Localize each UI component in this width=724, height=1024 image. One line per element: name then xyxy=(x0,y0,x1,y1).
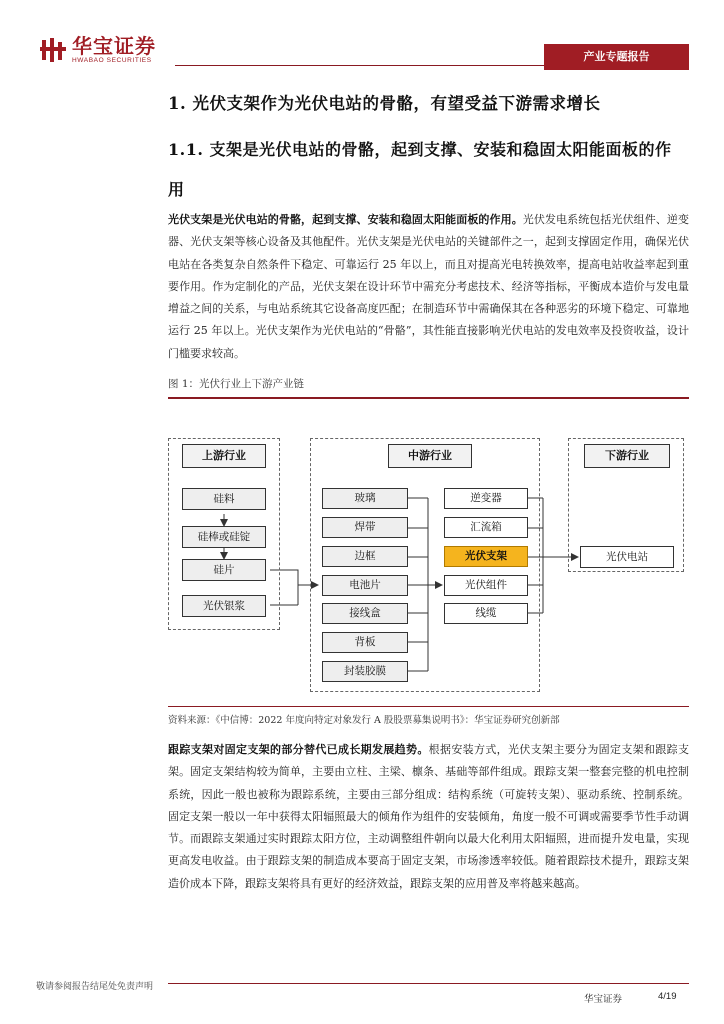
midstream-material-3: 边框 xyxy=(322,546,408,567)
page-number: 4/19 xyxy=(658,991,677,1002)
midstream-material-4: 电池片 xyxy=(322,575,408,596)
upstream-item-3: 硅片 xyxy=(182,559,266,581)
logo-icon xyxy=(40,38,70,62)
brand-name-en: HWABAO SECURITIES xyxy=(72,57,152,64)
footer-disclaimer: 敬请参阅报告结尾处免责声明 xyxy=(36,982,154,992)
midstream-product-5: 线缆 xyxy=(444,603,528,624)
report-type-badge: 产业专题报告 xyxy=(544,44,689,70)
header-divider xyxy=(175,65,547,66)
footer-brand: 华宝证券 xyxy=(584,994,623,1005)
paragraph-2-lead: 跟踪支架对固定支架的部分替代已成长期发展趋势。 xyxy=(168,743,429,756)
midstream-product-3: 光伏支架 xyxy=(444,546,528,567)
downstream-label: 下游行业 xyxy=(584,444,670,468)
figure-top-rule xyxy=(168,397,689,399)
midstream-label: 中游行业 xyxy=(388,444,472,468)
paragraph-2 xyxy=(168,739,689,895)
upstream-item-1: 硅料 xyxy=(182,488,266,510)
upstream-item-4: 光伏银浆 xyxy=(182,595,266,617)
upstream-item-2: 硅棒或硅锭 xyxy=(182,526,266,548)
midstream-material-2: 焊带 xyxy=(322,517,408,538)
paragraph-2-body: 根据安装方式，光伏支架主要分为固定支架和跟踪支架。固定支架结构较为简单，主要由立柱、主梁、檩条、基础等部件组成。跟踪支架一整套完整的机电控制系统，因此一般也被称为跟踪系统，主要由三部分组成：结构系统（可旋转支架）、驱动系统、控制系统。固定支架一般以一年中获得太阳辐照最大的倾角作为组件的安装倾角，角度一般不可调或需要季节性手动调节。而跟踪支架通过实时跟踪太阳方位，主动调整组件朝向以最大化利用太阳辐照，进而提升发电量，实现更高发电收益。由于跟踪支架的制造成本要高于固定支架，市场渗透率较低。随着跟踪技术提升，跟踪支架造价成本下降，跟踪支架将具有更好的经济效益，跟踪支架的应用普及率将越来越高。 xyxy=(168,743,690,890)
footer-divider xyxy=(168,983,689,984)
midstream-product-4: 光伏组件 xyxy=(444,575,528,596)
figure-caption: 图 1：光伏行业上下游产业链 xyxy=(168,378,305,390)
industry-chain-diagram xyxy=(168,402,689,702)
paragraph-1-body: 光伏发电系统包括光伏组件、逆变器、光伏支架等核心设备及其他配件。光伏支架是光伏电站的关键部件之一，起到支撑固定作用，确保光伏电站在各类复杂自然条件下稳定、可靠运行 25 年以上，而且对提高光电转换效率，提高电站收益率起到重要作用。作为定制化的产品，光伏支架在设计环节中需充分考虑技术、经济等指标，平衡成本造价与发电量增益之间的关系，与电站系统其它设备高度匹配；在制造环节中需确保其在各种恶劣的环境下稳定、可靠地运行 25 年以上。光伏支架作为光伏电站的“骨骼”，其性能直接影响光伏电站的发电效率及投资收益，设计门槛要求较高。 xyxy=(168,213,689,360)
figure-source: 资料来源：《中信博：2022 年度向特定对象发行 A 股股票募集说明书》：华宝证券研究创新部 xyxy=(168,715,560,726)
downstream-item-1: 光伏电站 xyxy=(580,546,674,568)
subsection-title: 1.1. 支架是光伏电站的骨骼，起到支撑、安装和稳固太阳能面板的作 xyxy=(168,140,672,159)
midstream-product-2: 汇流箱 xyxy=(444,517,528,538)
midstream-material-1: 玻璃 xyxy=(322,488,408,509)
upstream-label: 上游行业 xyxy=(182,444,266,468)
section-title: 1. 光伏支架作为光伏电站的骨骼，有望受益下游需求增长 xyxy=(168,94,601,113)
midstream-material-7: 封装胶膜 xyxy=(322,661,408,682)
midstream-material-6: 背板 xyxy=(322,632,408,653)
brand-name-cn: 华宝证券 xyxy=(72,34,156,58)
paragraph-1 xyxy=(168,209,689,365)
midstream-product-1: 逆变器 xyxy=(444,488,528,509)
paragraph-1-lead: 光伏支架是光伏电站的骨骼，起到支撑、安装和稳固太阳能面板的作用。 xyxy=(168,213,523,226)
figure-bottom-rule xyxy=(168,706,689,707)
subsection-title-cont: 用 xyxy=(168,180,185,199)
midstream-material-5: 接线盒 xyxy=(322,603,408,624)
